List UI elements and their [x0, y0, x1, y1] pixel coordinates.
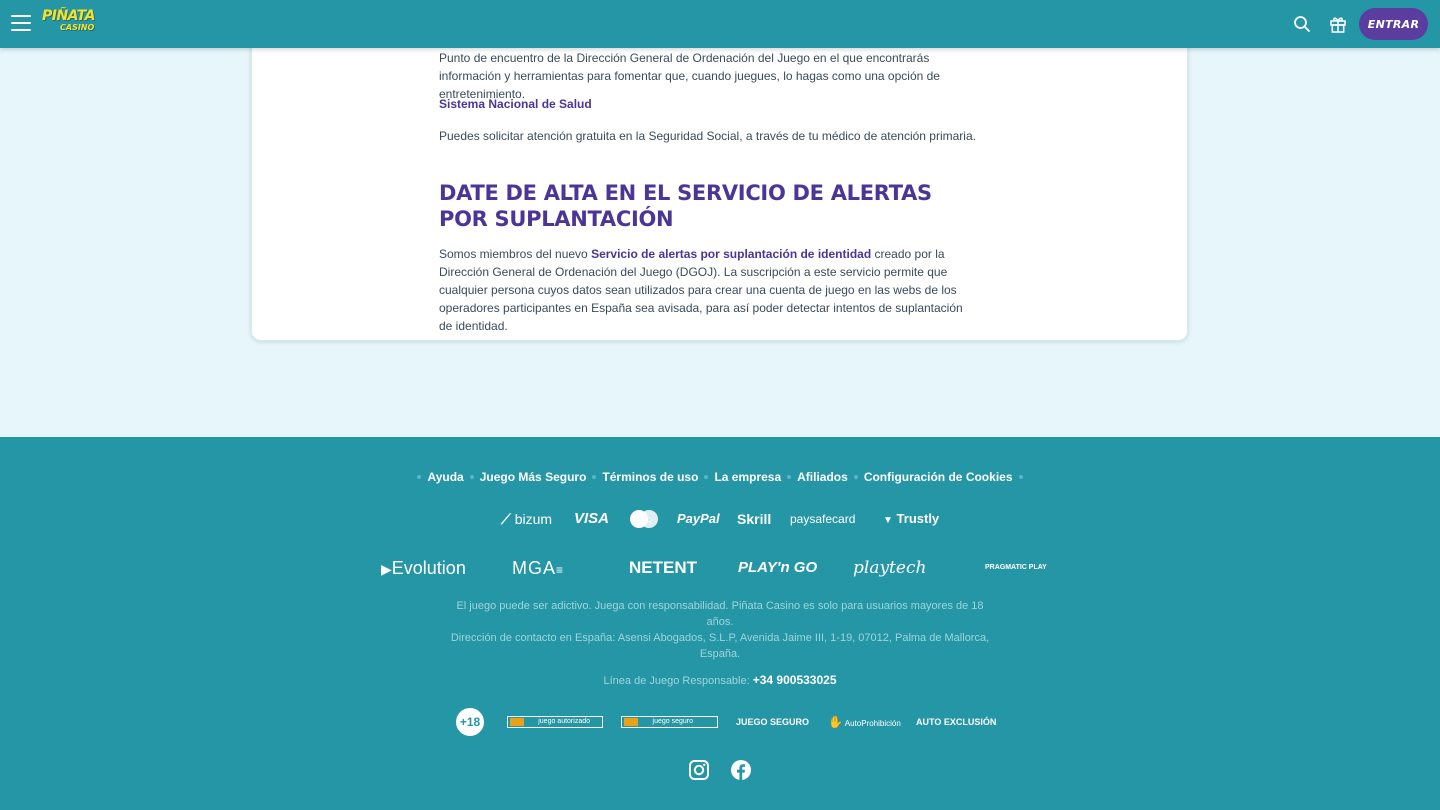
site-logo[interactable] — [42, 8, 95, 39]
footer-nav — [0, 470, 1440, 484]
separator-dot — [1019, 475, 1023, 479]
paragraph-dgoj-info: Punto de encuentro de la Dirección General de Ordenación del Juego en el que encontrarás información y herramientas para fomentar que, cuando juegues, lo hagas como una opción de entretenimiento. — [439, 51, 940, 101]
disclaimer-line-2: Dirección de contacto en España: Asensi Abogados, S.L.P, Avenida Jaime III, 1-19, 07012, Palma de Mallorca, España. — [450, 632, 990, 660]
separator-dot — [704, 475, 708, 479]
facebook-icon[interactable] — [730, 759, 752, 781]
separator-dot — [787, 475, 791, 479]
search-icon[interactable] — [1292, 14, 1312, 34]
mastercard-logo — [628, 505, 660, 533]
netent-logo: NETENT — [629, 558, 697, 577]
section-heading: DATE DE ALTA EN EL SERVICIO DE ALERTAS POR SUPLANTACIÓN — [439, 181, 932, 231]
hotline-label: Línea de Juego Responsable: — [603, 675, 753, 687]
responsibility-disclaimer — [448, 598, 992, 662]
paragraph-health: Puedes solicitar atención gratuita en la Seguridad Social, a través de tu médico de atención primaria. — [439, 129, 976, 143]
health-system-link[interactable]: Sistema Nacional de Salud — [439, 97, 592, 111]
logo-wordmark: PIÑATA — [42, 8, 95, 24]
juego-autorizado-badge[interactable] — [507, 716, 603, 728]
logo-subtitle: CASINO — [60, 23, 95, 32]
autoexclusion-badge[interactable]: AUTO EXCLUSIÓN — [916, 717, 997, 727]
footer-link-company[interactable]: La empresa — [714, 470, 782, 484]
payment-methods — [0, 505, 1440, 533]
separator-dot — [592, 475, 596, 479]
paragraph-text-before: Somos miembros del nuevo — [439, 247, 592, 261]
footer-link-cookie-settings[interactable]: Configuración de Cookies — [863, 470, 1013, 484]
skrill-logo: Skrill — [737, 511, 772, 527]
hand-icon: ✋ — [828, 715, 843, 729]
playtech-logo: playtech — [853, 558, 927, 578]
game-providers — [0, 551, 1440, 585]
paysafecard-logo: paysafecard — [790, 512, 856, 526]
separator-dot — [417, 475, 421, 479]
instagram-icon[interactable] — [688, 759, 710, 781]
footer-link-safer-gambling[interactable]: Juego Más Seguro — [479, 470, 587, 484]
site-footer — [0, 437, 1440, 810]
top-header — [0, 0, 1440, 48]
playngo-logo: PLAY'n GO — [738, 559, 818, 576]
responsible-gaming-hotline — [0, 673, 1440, 687]
autoprohibicion-label: AutoProhibición — [844, 719, 901, 728]
spain-flag-icon — [624, 718, 638, 726]
age-18-badge[interactable]: +18 — [456, 708, 484, 736]
hamburger-menu-icon[interactable] — [11, 15, 31, 31]
juego-autorizado-label: juego autorizado — [538, 718, 590, 725]
pragmatic-label: PRAGMATIC PLAY — [985, 564, 1047, 571]
visa-logo: VISA — [574, 510, 610, 527]
juego-seguro-plus-badge[interactable]: JUEGO SEGURO — [736, 717, 810, 727]
paragraph-text-after: creado por la Dirección General de Ordenación del Juego (DGOJ). La suscripción a este servicio permite que cualquier persona cuyos datos sean utilizados para crear una cuenta de juego en las webs de los operadores participantes en España sea avisada, para así poder detectar intentos de suplantación de identidad. — [439, 247, 963, 333]
trustly-logo: ▼ Trustly — [883, 511, 940, 526]
footer-link-terms[interactable]: Términos de uso — [602, 470, 699, 484]
bizum-logo: ⟋ bizum — [501, 511, 553, 527]
pragmatic-play-logo — [985, 551, 1047, 585]
footer-link-help[interactable]: Ayuda — [427, 470, 464, 484]
alert-service-link[interactable]: Servicio de alertas por suplantación de identidad — [591, 247, 872, 261]
evolution-label: Evolution — [391, 558, 466, 578]
trustly-label: Trustly — [896, 511, 940, 526]
regulatory-badges — [0, 707, 1440, 737]
spain-flag-icon — [510, 718, 524, 726]
mastercard-label: mastercard — [631, 519, 652, 524]
mga-logo: MGA≡ — [512, 558, 565, 578]
footer-link-affiliates[interactable]: Afiliados — [797, 470, 848, 484]
mga-label: MGA — [512, 558, 557, 578]
paypal-logo: PayPal — [677, 511, 720, 526]
juego-seguro-label: juego seguro — [652, 718, 693, 725]
juego-seguro-badge[interactable] — [621, 716, 718, 728]
separator-dot — [470, 475, 474, 479]
gift-icon[interactable] — [1328, 14, 1348, 34]
hotline-number[interactable]: +34 900533025 — [752, 673, 837, 687]
paragraph-alert-service — [439, 245, 979, 335]
autoprohibicion-badge[interactable] — [828, 713, 901, 733]
disclaimer-line-1: El juego puede ser adictivo. Juega con responsabilidad. Piñata Casino es solo para usuarios mayores de 18 años. — [456, 600, 984, 628]
login-button[interactable]: ENTRAR — [1359, 8, 1428, 40]
bizum-label: bizum — [514, 511, 553, 527]
separator-dot — [854, 475, 858, 479]
evolution-logo: ▶Evolution — [381, 558, 466, 578]
